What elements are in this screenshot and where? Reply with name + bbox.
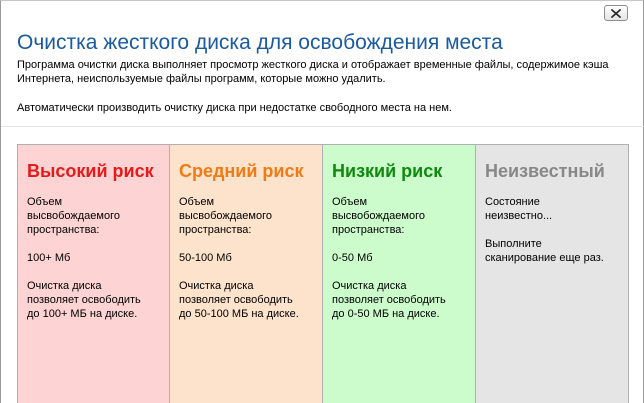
space-value: 50-100 Мб [179, 252, 232, 264]
column-unknown [476, 144, 629, 403]
space-value: 0-50 Мб [332, 252, 373, 264]
auto-cleanup-text: Автоматически производить очистку диска при недостатке свободного места на нем. [17, 102, 452, 114]
cleanup-note: Очистка диска позволяет освободить до 100+ МБ на диске. [27, 280, 141, 320]
close-button[interactable] [604, 5, 628, 21]
column-heading: Высокий риск [27, 161, 154, 181]
close-icon [611, 9, 621, 18]
column-high-risk [17, 144, 170, 403]
column-heading: Неизвестный [485, 161, 605, 181]
cleanup-note: Очистка диска позволяет освободить до 50-100 МБ на диске. [179, 280, 299, 320]
column-medium-risk [170, 144, 323, 403]
column-heading: Низкий риск [332, 161, 443, 181]
space-label: Объем высвобождаемого пространства: [27, 196, 120, 236]
column-heading: Средний риск [179, 161, 304, 181]
risk-columns [17, 144, 629, 403]
description-text: Программа очистки диска выполняет просмотр жесткого диска и отображает временные файлы, содержимое кэша Интернета, неиспользуемые файлы программ, которые можно удалить. [17, 59, 609, 85]
space-label: Объем высвобождаемого пространства: [332, 196, 425, 236]
column-low-risk [323, 144, 476, 403]
space-label: Объем высвобождаемого пространства: [179, 196, 272, 236]
rescan-note: Выполните сканирование еще раз. [485, 238, 604, 264]
status-label: Состояние неизвестно... [485, 196, 553, 222]
space-value: 100+ Мб [27, 252, 71, 264]
page-title: Очистка жесткого диска для освобождения места [17, 31, 503, 54]
cleanup-note: Очистка диска позволяет освободить до 0-50 МБ на диске. [332, 280, 446, 320]
divider [1, 126, 644, 127]
